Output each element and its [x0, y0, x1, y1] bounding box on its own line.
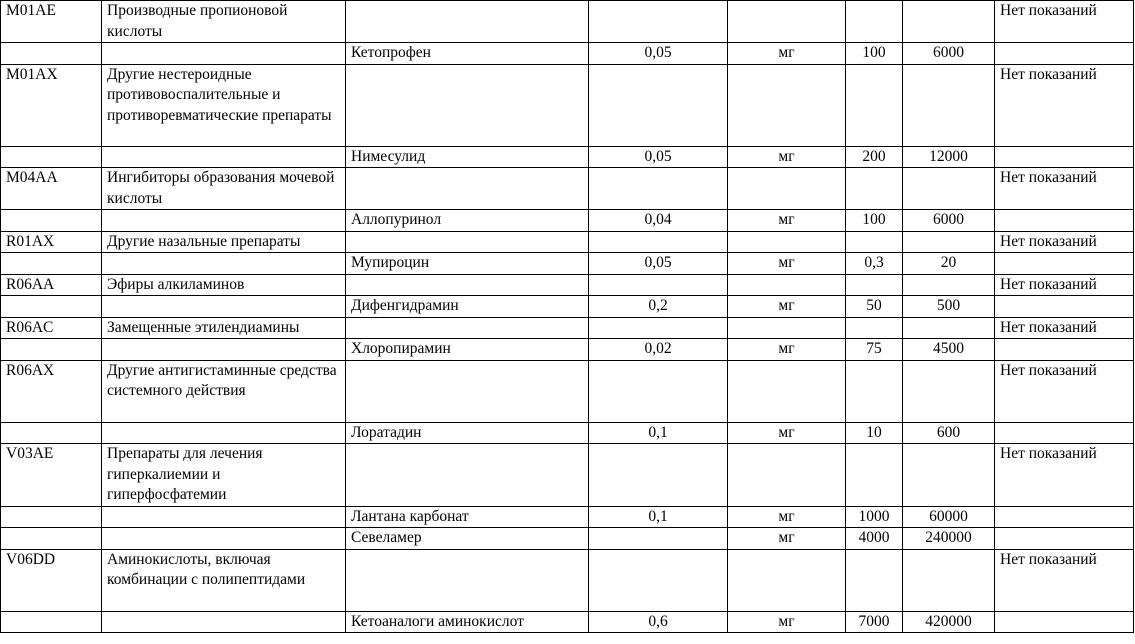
- ddd-value-cell: 0,1: [589, 506, 728, 528]
- drug-row: [1, 339, 1134, 361]
- unit-cell: мг: [728, 210, 846, 232]
- inn-cell: Кетоаналоги аминокислот: [346, 611, 589, 633]
- ddd-value-cell: [589, 360, 728, 422]
- ddd-value-cell: 0,2: [589, 296, 728, 318]
- group-name-cell: [102, 296, 346, 318]
- dose-cell: 0,3: [846, 253, 903, 275]
- dose-cell: [846, 274, 903, 296]
- unit-cell: мг: [728, 506, 846, 528]
- total-cell: 6000: [903, 210, 995, 232]
- inn-cell: Хлоропирамин: [346, 339, 589, 361]
- total-cell: [903, 168, 995, 210]
- group-name-cell: [102, 528, 346, 550]
- unit-cell: мг: [728, 528, 846, 550]
- inn-cell: [346, 231, 589, 253]
- dose-cell: 75: [846, 339, 903, 361]
- atc-code-cell: V06DD: [1, 549, 102, 611]
- unit-cell: мг: [728, 253, 846, 275]
- group-name-cell: [102, 253, 346, 275]
- ddd-value-cell: [589, 231, 728, 253]
- total-cell: [903, 274, 995, 296]
- unit-cell: мг: [728, 339, 846, 361]
- group-name-cell: Другие антигистаминные средства системного действия: [102, 360, 346, 422]
- total-cell: [903, 549, 995, 611]
- total-cell: [903, 231, 995, 253]
- ddd-value-cell: [589, 549, 728, 611]
- ddd-value-cell: 0,05: [589, 146, 728, 168]
- note-cell: [995, 296, 1134, 318]
- atc-code-cell: [1, 422, 102, 444]
- ddd-value-cell: [589, 274, 728, 296]
- unit-cell: [728, 444, 846, 507]
- ddd-value-cell: [589, 1, 728, 43]
- unit-cell: [728, 549, 846, 611]
- dose-cell: [846, 168, 903, 210]
- inn-cell: Севеламер: [346, 528, 589, 550]
- dose-cell: 7000: [846, 611, 903, 633]
- unit-cell: [728, 317, 846, 339]
- total-cell: 6000: [903, 43, 995, 65]
- note-cell: Нет показаний: [995, 231, 1134, 253]
- drug-row: [1, 528, 1134, 550]
- dose-cell: 50: [846, 296, 903, 318]
- total-cell: [903, 1, 995, 43]
- ddd-value-cell: [589, 64, 728, 146]
- drug-row: [1, 611, 1134, 633]
- dose-cell: [846, 64, 903, 146]
- group-row: [1, 64, 1134, 146]
- group-name-cell: [102, 146, 346, 168]
- atc-code-cell: [1, 146, 102, 168]
- dose-cell: 200: [846, 146, 903, 168]
- inn-cell: Лоратадин: [346, 422, 589, 444]
- ddd-value-cell: [589, 168, 728, 210]
- group-name-cell: Другие нестероидные противовоспалительные и противоревматические препараты: [102, 64, 346, 146]
- ddd-value-cell: [589, 444, 728, 507]
- ddd-value-cell: 0,6: [589, 611, 728, 633]
- unit-cell: [728, 274, 846, 296]
- dose-cell: [846, 549, 903, 611]
- atc-code-cell: [1, 296, 102, 318]
- note-cell: [995, 611, 1134, 633]
- dose-cell: 100: [846, 43, 903, 65]
- note-cell: Нет показаний: [995, 168, 1134, 210]
- group-row: [1, 317, 1134, 339]
- group-name-cell: [102, 422, 346, 444]
- inn-cell: Дифенгидрамин: [346, 296, 589, 318]
- inn-cell: Нимесулид: [346, 146, 589, 168]
- group-row: [1, 168, 1134, 210]
- group-row: [1, 444, 1134, 507]
- inn-cell: [346, 549, 589, 611]
- dose-cell: [846, 360, 903, 422]
- ddd-value-cell: [589, 528, 728, 550]
- drug-row: [1, 43, 1134, 65]
- total-cell: [903, 444, 995, 507]
- atc-code-cell: [1, 528, 102, 550]
- note-cell: [995, 422, 1134, 444]
- inn-cell: [346, 1, 589, 43]
- note-cell: [995, 339, 1134, 361]
- unit-cell: мг: [728, 43, 846, 65]
- group-name-cell: Другие назальные препараты: [102, 231, 346, 253]
- dose-cell: [846, 1, 903, 43]
- drug-row: [1, 210, 1134, 232]
- group-row: [1, 360, 1134, 422]
- dose-cell: 1000: [846, 506, 903, 528]
- ddd-value-cell: [589, 317, 728, 339]
- group-name-cell: Эфиры алкиламинов: [102, 274, 346, 296]
- group-name-cell: [102, 43, 346, 65]
- total-cell: 20: [903, 253, 995, 275]
- inn-cell: Мупироцин: [346, 253, 589, 275]
- drug-row: [1, 422, 1134, 444]
- group-name-cell: Замещенные этилендиамины: [102, 317, 346, 339]
- note-cell: Нет показаний: [995, 1, 1134, 43]
- note-cell: [995, 506, 1134, 528]
- inn-cell: Кетопрофен: [346, 43, 589, 65]
- note-cell: [995, 253, 1134, 275]
- atc-code-cell: R06AC: [1, 317, 102, 339]
- drug-row: [1, 146, 1134, 168]
- group-name-cell: Ингибиторы образования мочевой кислоты: [102, 168, 346, 210]
- atc-code-cell: [1, 611, 102, 633]
- ddd-value-cell: 0,04: [589, 210, 728, 232]
- total-cell: 60000: [903, 506, 995, 528]
- unit-cell: [728, 64, 846, 146]
- total-cell: 12000: [903, 146, 995, 168]
- inn-cell: Аллопуринол: [346, 210, 589, 232]
- drug-row: [1, 253, 1134, 275]
- group-row: [1, 549, 1134, 611]
- inn-cell: [346, 274, 589, 296]
- total-cell: 600: [903, 422, 995, 444]
- note-cell: [995, 210, 1134, 232]
- total-cell: 240000: [903, 528, 995, 550]
- group-name-cell: Аминокислоты, включая комбинации с полипептидами: [102, 549, 346, 611]
- group-name-cell: Препараты для лечения гиперкалиемии и гиперфосфатемии: [102, 444, 346, 507]
- group-row: [1, 274, 1134, 296]
- group-name-cell: [102, 611, 346, 633]
- drug-row: [1, 296, 1134, 318]
- dose-cell: 100: [846, 210, 903, 232]
- table-body: [1, 1, 1134, 633]
- unit-cell: [728, 1, 846, 43]
- ddd-value-cell: 0,05: [589, 253, 728, 275]
- inn-cell: [346, 317, 589, 339]
- unit-cell: мг: [728, 146, 846, 168]
- unit-cell: мг: [728, 611, 846, 633]
- note-cell: Нет показаний: [995, 317, 1134, 339]
- note-cell: Нет показаний: [995, 274, 1134, 296]
- atc-code-cell: R01AX: [1, 231, 102, 253]
- atc-code-cell: M04AA: [1, 168, 102, 210]
- note-cell: Нет показаний: [995, 64, 1134, 146]
- atc-code-cell: V03AE: [1, 444, 102, 507]
- atc-code-cell: R06AX: [1, 360, 102, 422]
- group-row: [1, 1, 1134, 43]
- note-cell: [995, 146, 1134, 168]
- total-cell: 500: [903, 296, 995, 318]
- total-cell: [903, 317, 995, 339]
- dose-cell: 10: [846, 422, 903, 444]
- unit-cell: мг: [728, 296, 846, 318]
- dose-cell: [846, 444, 903, 507]
- inn-cell: Лантана карбонат: [346, 506, 589, 528]
- group-row: [1, 231, 1134, 253]
- atc-code-cell: [1, 43, 102, 65]
- total-cell: [903, 360, 995, 422]
- dose-cell: 4000: [846, 528, 903, 550]
- unit-cell: [728, 168, 846, 210]
- atc-code-cell: [1, 210, 102, 232]
- atc-code-cell: [1, 506, 102, 528]
- atc-code-cell: M01AX: [1, 64, 102, 146]
- inn-cell: [346, 168, 589, 210]
- note-cell: [995, 43, 1134, 65]
- inn-cell: [346, 444, 589, 507]
- group-name-cell: [102, 506, 346, 528]
- total-cell: [903, 64, 995, 146]
- group-name-cell: Производные пропионовой кислоты: [102, 1, 346, 43]
- dose-cell: [846, 317, 903, 339]
- ddd-value-cell: 0,05: [589, 43, 728, 65]
- ddd-value-cell: 0,02: [589, 339, 728, 361]
- unit-cell: [728, 360, 846, 422]
- atc-code-cell: M01AE: [1, 1, 102, 43]
- note-cell: [995, 528, 1134, 550]
- note-cell: Нет показаний: [995, 549, 1134, 611]
- note-cell: Нет показаний: [995, 360, 1134, 422]
- group-name-cell: [102, 339, 346, 361]
- inn-cell: [346, 360, 589, 422]
- unit-cell: [728, 231, 846, 253]
- atc-code-cell: [1, 253, 102, 275]
- atc-code-cell: [1, 339, 102, 361]
- atc-code-cell: R06AA: [1, 274, 102, 296]
- unit-cell: мг: [728, 422, 846, 444]
- ddd-value-cell: 0,1: [589, 422, 728, 444]
- total-cell: 4500: [903, 339, 995, 361]
- inn-cell: [346, 64, 589, 146]
- drug-row: [1, 506, 1134, 528]
- total-cell: 420000: [903, 611, 995, 633]
- note-cell: Нет показаний: [995, 444, 1134, 507]
- dose-cell: [846, 231, 903, 253]
- group-name-cell: [102, 210, 346, 232]
